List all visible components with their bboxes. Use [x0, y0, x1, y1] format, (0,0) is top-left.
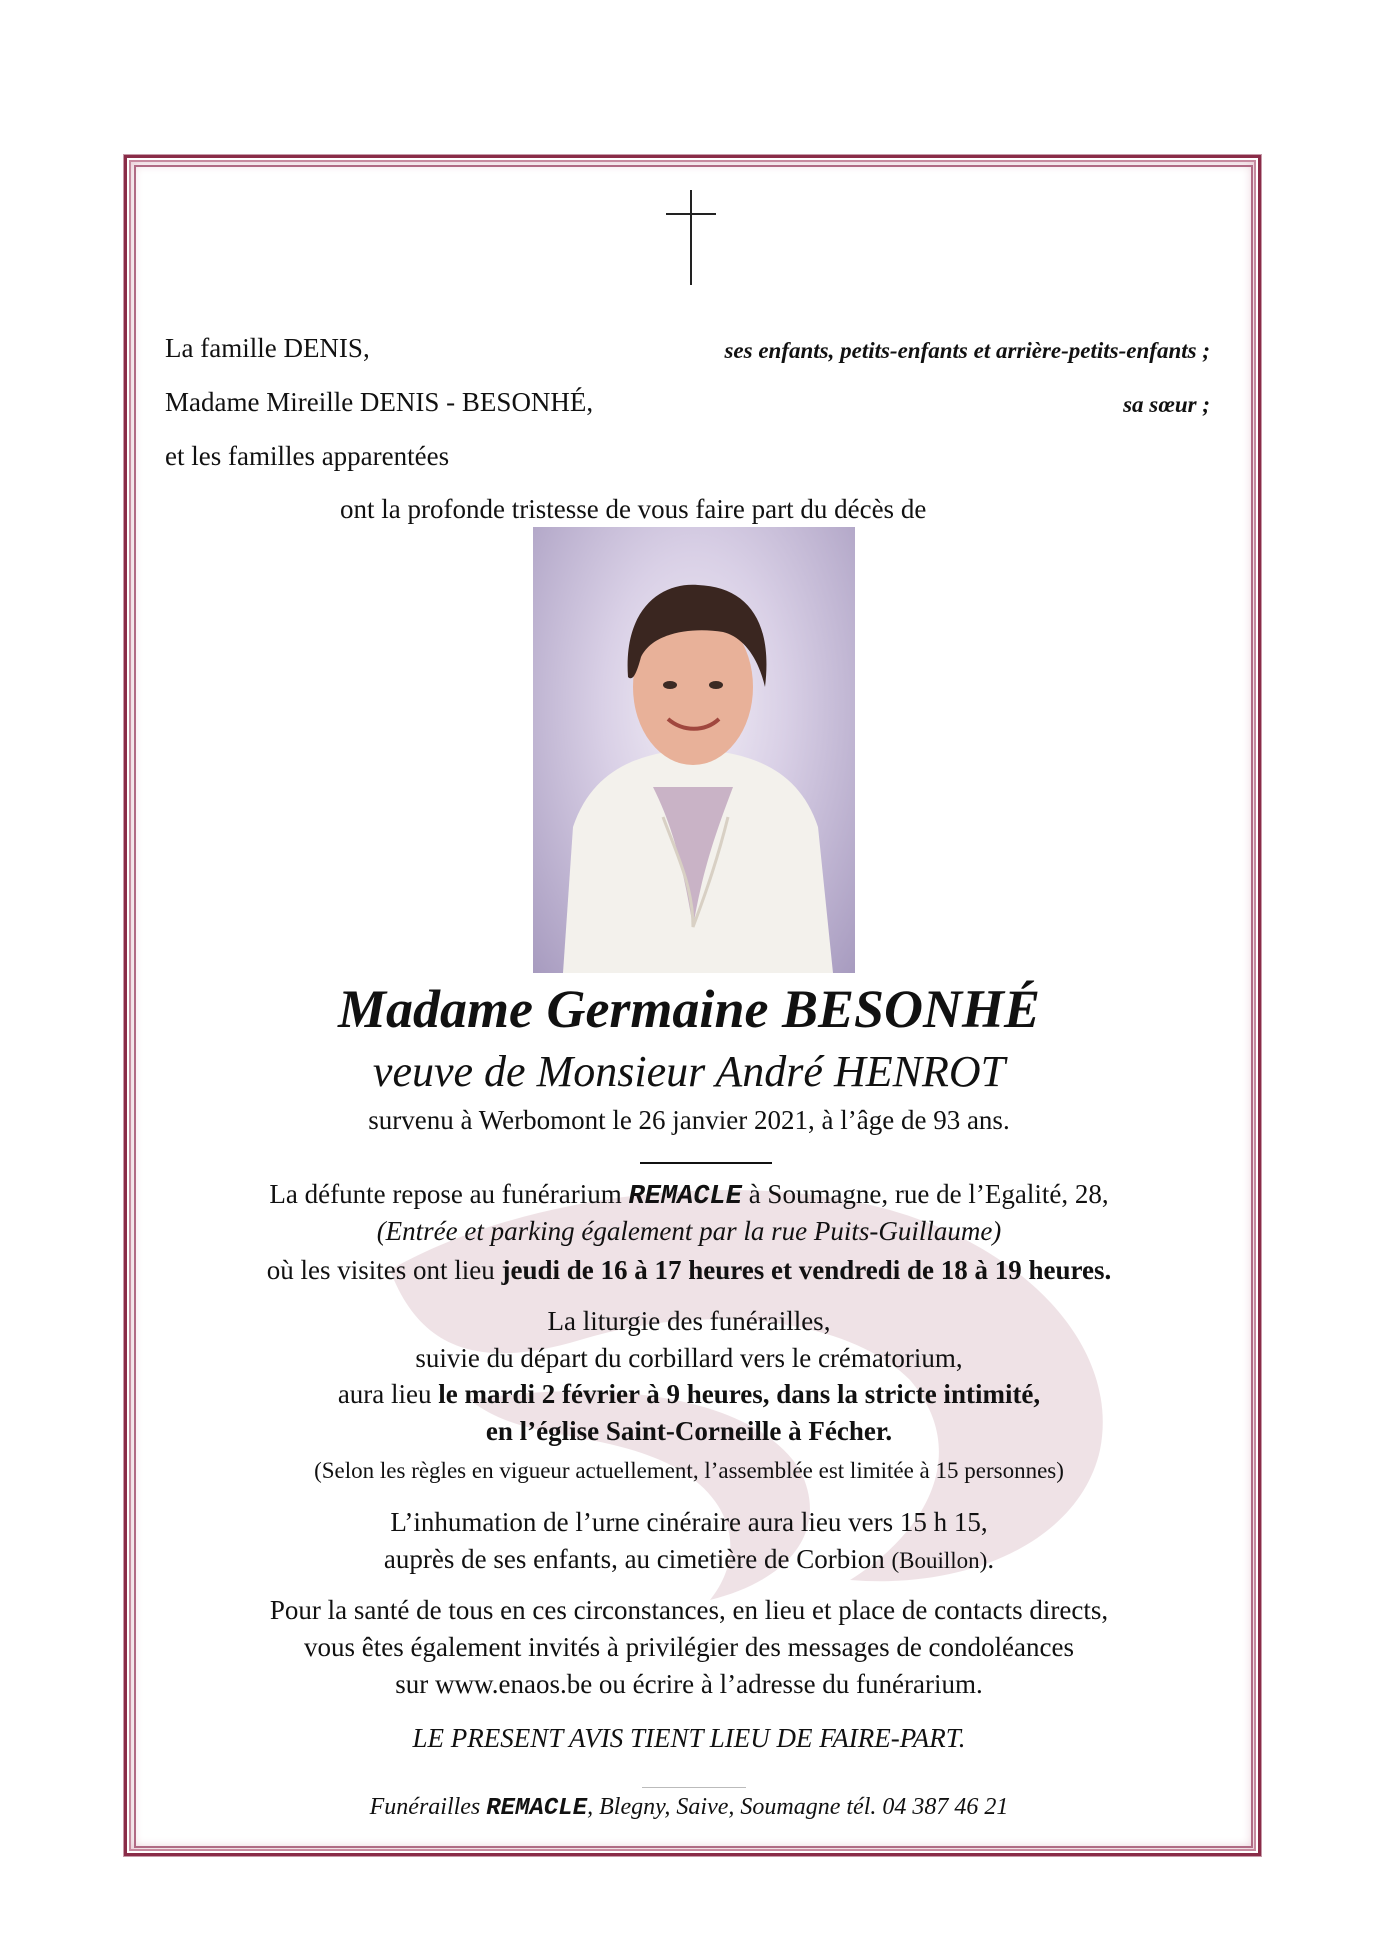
liturgy-line-3-text: aura lieu	[337, 1379, 439, 1409]
footer-contact: , Blegny, Saive, Soumagne tél. 04 387 46 21	[587, 1794, 1009, 1820]
footer-text: Funérailles	[369, 1794, 487, 1820]
liturgy-line-3	[0, 1378, 1378, 1410]
family-line-1: La famille DENIS,	[165, 333, 370, 363]
cross-icon	[666, 190, 716, 290]
liturgy-line-4: en l’église Saint-Corneille à Fécher.	[485, 1416, 893, 1446]
notice: LE PRESENT AVIS TIENT LIEU DE FAIRE-PART.	[412, 1723, 966, 1753]
rest-line-1-address: à Soumagne, rue de l’Egalité, 28,	[741, 1179, 1109, 1209]
rest-line-3-text: où les visites ont lieu	[266, 1255, 502, 1285]
condolences-line-2: vous êtes également invités à privilégier des messages de condoléances	[304, 1632, 1074, 1662]
condolences-line-1: Pour la santé de tous en ces circonstances, en lieu et place de contacts directs,	[269, 1595, 1109, 1625]
separator	[640, 1162, 772, 1164]
liturgy-date: le mardi 2 février à 9 heures, dans la stricte intimité,	[438, 1379, 1041, 1409]
rest-line-1-text: La défunte repose au funérarium	[269, 1179, 629, 1209]
announcement: ont la profonde tristesse de vous faire part du décès de	[340, 494, 927, 524]
family-line-3: et les familles apparentées	[165, 441, 450, 471]
family-line-2: Madame Mireille DENIS - BESONHÉ,	[165, 387, 594, 417]
liturgy-note: (Selon les règles en vigueur actuellement, l’assemblée est limitée à 15 personnes)	[314, 1458, 1064, 1483]
burial-line-2	[0, 1543, 1378, 1577]
family-relation-2: sa sœur ;	[1123, 392, 1210, 417]
rest-line-3	[0, 1254, 1378, 1286]
burial-place-note: (Bouillon)	[891, 1548, 988, 1573]
deceased-name: Madame Germaine BESONHÉ	[337, 979, 1041, 1039]
visit-hours: jeudi de 16 à 17 heures et vendredi de 18 à 19 heures.	[501, 1255, 1112, 1285]
burial-line-1: L’inhumation de l’urne cinéraire aura lieu vers 15 h 15,	[390, 1507, 988, 1537]
death-info: survenu à Werbomont le 26 janvier 2021, à l’âge de 93 ans.	[368, 1105, 1010, 1135]
widow-of: veuve de Monsieur André HENROT	[372, 1047, 1006, 1096]
rest-line-2: (Entrée et parking également par la rue Puits-Guillaume)	[376, 1216, 1002, 1246]
brand-name: REMACLE	[628, 1182, 742, 1212]
portrait-photo	[533, 527, 855, 973]
condolences-line-3: sur www.enaos.be ou écrire à l’adresse du funérarium.	[395, 1669, 983, 1699]
burial-line-2-end: .	[987, 1544, 995, 1574]
family-relation-1: ses enfants, petits-enfants et arrière-petits-enfants ;	[724, 338, 1210, 363]
footer	[0, 1791, 1378, 1825]
footer-separator	[642, 1787, 746, 1788]
rest-line-1	[0, 1178, 1378, 1213]
liturgy-line-1: La liturgie des funérailles,	[547, 1306, 831, 1336]
burial-line-2-text: auprès de ses enfants, au cimetière de Corbion	[383, 1544, 892, 1574]
footer-brand: REMACLE	[486, 1795, 588, 1822]
liturgy-line-2: suivie du départ du corbillard vers le crématorium,	[415, 1343, 963, 1373]
